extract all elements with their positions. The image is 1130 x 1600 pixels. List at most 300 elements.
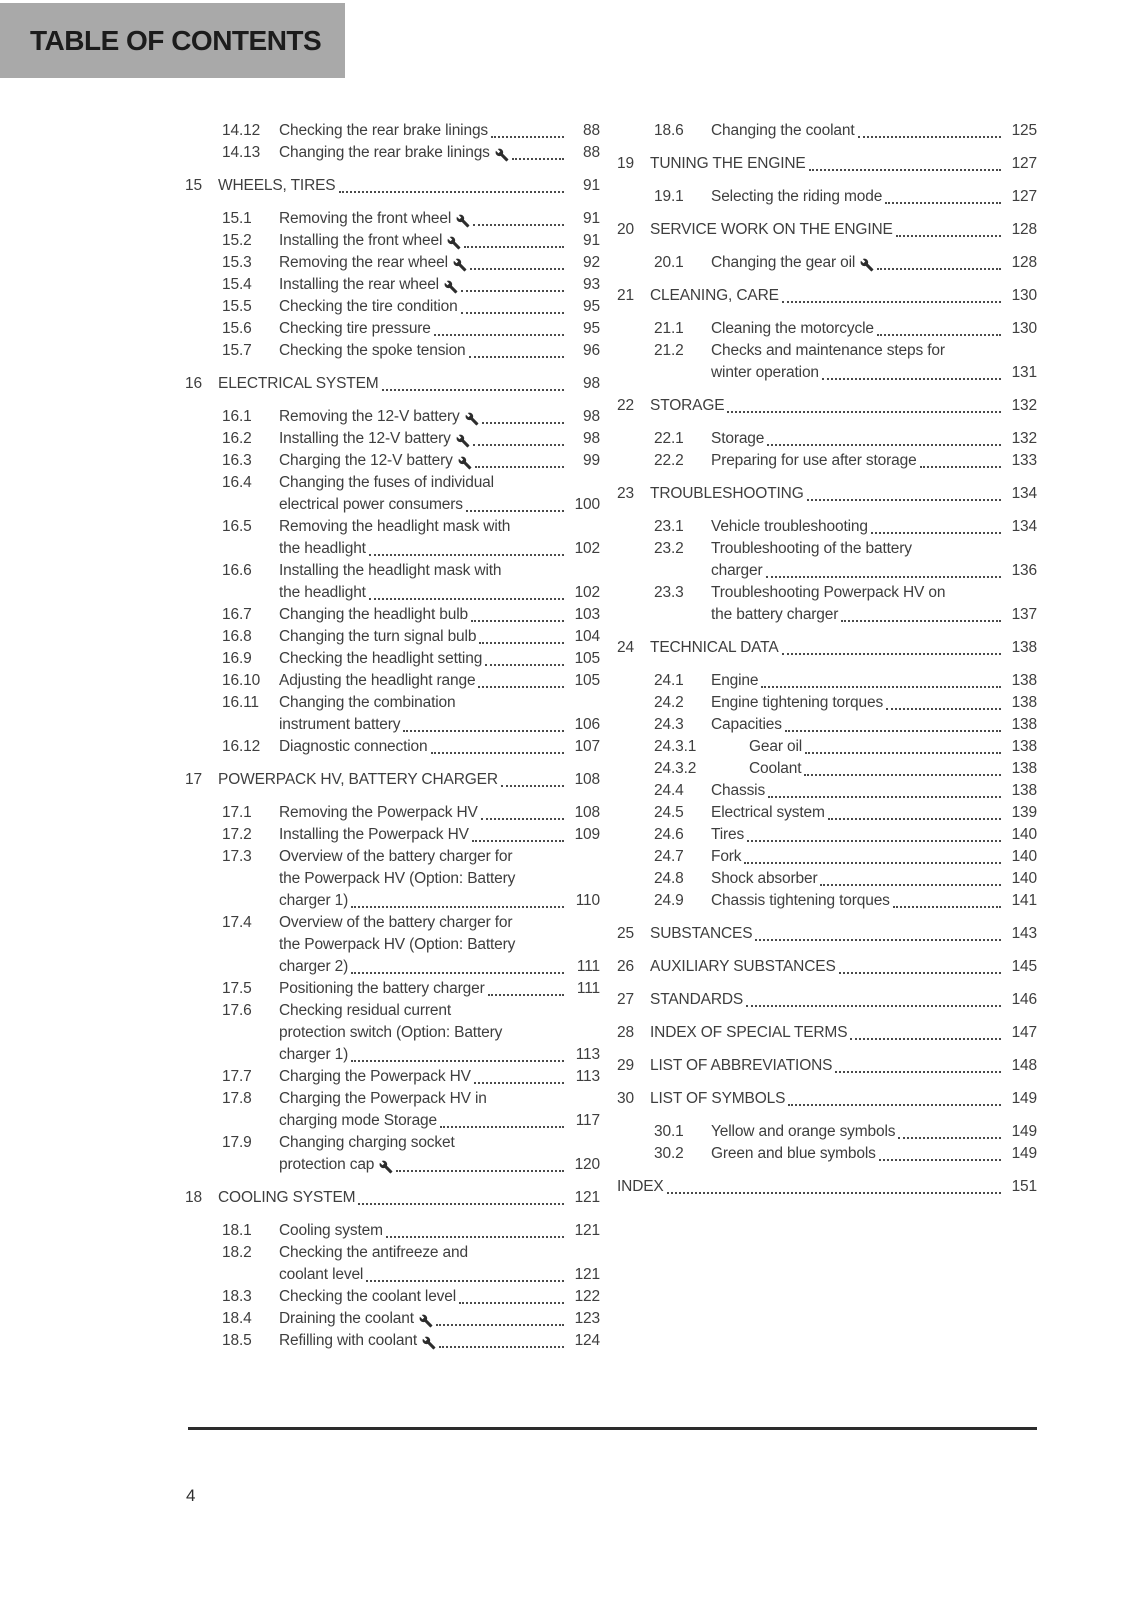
entry-page: 133 (1011, 452, 1037, 469)
entry-number: 24.6 (654, 826, 684, 843)
toc-line (617, 1121, 1037, 1143)
entry-title: AUXILIARY SUBSTANCES (650, 958, 836, 975)
dot-leader (820, 884, 1001, 886)
dot-leader (807, 499, 1001, 501)
entry-page: 108 (574, 804, 600, 821)
entry-page: 98 (583, 408, 600, 425)
toc-line (617, 846, 1037, 868)
dot-leader (464, 246, 564, 248)
dot-leader (431, 752, 565, 754)
toc-line (185, 1187, 600, 1209)
entry-page: 111 (576, 958, 600, 975)
toc-entry-30.2 (617, 1143, 1037, 1165)
toc-entry-18.5 (185, 1330, 600, 1352)
entry-number: 24.3.2 (654, 760, 697, 777)
entry-title: Shock absorber (711, 870, 818, 887)
entry-page: 138 (1011, 760, 1037, 777)
entry-title: SUBSTANCES (650, 925, 753, 942)
toc-entry-18.6 (617, 120, 1037, 142)
entry-title: the battery charger (711, 606, 839, 623)
entry-page: 121 (574, 1222, 600, 1239)
toc-line (617, 868, 1037, 890)
entry-number: 24.7 (654, 848, 684, 865)
entry-title: Installing the front wheel (279, 232, 443, 249)
dot-leader (809, 169, 1001, 171)
dot-leader (747, 840, 1001, 842)
toc-line (617, 153, 1037, 175)
entry-number: 20.1 (654, 254, 684, 271)
toc-line (617, 989, 1037, 1011)
toc-entry-29 (617, 1055, 1037, 1077)
entry-page: 92 (583, 254, 600, 271)
entry-title: Installing the 12-V battery (279, 430, 451, 447)
entry-page: 143 (1011, 925, 1037, 942)
entry-page: 109 (574, 826, 600, 843)
toc-line (185, 1286, 600, 1308)
entry-title: Troubleshooting of the battery (711, 540, 912, 557)
entry-title: LIST OF SYMBOLS (650, 1090, 786, 1107)
entry-page: 105 (574, 650, 600, 667)
toc-entry-14.13 (185, 142, 600, 164)
entry-number: 17.2 (222, 826, 252, 843)
dot-leader (850, 1038, 1001, 1040)
toc-line (185, 626, 600, 648)
toc-entry-21 (617, 285, 1037, 307)
toc-line (185, 846, 600, 868)
toc-entry-15.3 (185, 252, 600, 274)
entry-page: 128 (1011, 221, 1037, 238)
entry-page: 88 (583, 122, 600, 139)
entry-title: LIST OF ABBREVIATIONS (650, 1057, 833, 1074)
toc-entry-22.2 (617, 450, 1037, 472)
entry-title: Installing the Powerpack HV (279, 826, 469, 843)
entry-number: 18.4 (222, 1310, 252, 1327)
entry-page: 132 (1011, 397, 1037, 414)
entry-number: 23.1 (654, 518, 684, 535)
toc-line (617, 285, 1037, 307)
entry-number: 18.1 (222, 1222, 252, 1239)
dot-leader (470, 268, 564, 270)
dot-leader (782, 301, 1001, 303)
dot-leader (886, 708, 1001, 710)
toc-entry-17.2 (185, 824, 600, 846)
dot-leader (898, 1137, 1001, 1139)
entry-page: 99 (583, 452, 600, 469)
toc-line (185, 604, 600, 626)
entry-page: 98 (583, 375, 600, 392)
entry-title: protection cap (279, 1156, 375, 1173)
toc-line (617, 395, 1037, 417)
entry-page: 111 (576, 980, 600, 997)
entry-title: Tires (711, 826, 745, 843)
dot-leader (478, 686, 564, 688)
entry-title: Draining the coolant (279, 1310, 414, 1327)
entry-number: 16.4 (222, 474, 252, 491)
entry-number: 24 (617, 639, 634, 656)
entry-page: 137 (1011, 606, 1037, 623)
toc-entry-23.2 (617, 538, 1037, 582)
toc-entry-24.1 (617, 670, 1037, 692)
entry-number: 30 (617, 1090, 634, 1107)
dot-leader (472, 840, 564, 842)
entry-number: 22.2 (654, 452, 684, 469)
entry-title: INDEX (617, 1178, 664, 1195)
dot-leader (491, 136, 564, 138)
entry-number: 23 (617, 485, 634, 502)
dot-leader (473, 224, 564, 226)
toc-entry-20.1 (617, 252, 1037, 274)
entry-number: 23.3 (654, 584, 684, 601)
entry-title: the Powerpack HV (Option: Battery (279, 936, 516, 953)
toc-entry-17.9 (185, 1132, 600, 1176)
toc-entry-26 (617, 956, 1037, 978)
dot-leader (667, 1192, 1001, 1194)
entry-number: 16.5 (222, 518, 252, 535)
entry-number: 30.1 (654, 1123, 684, 1140)
toc-line (617, 362, 1037, 384)
toc-entry-17 (185, 769, 600, 791)
toc-entry-15.4 (185, 274, 600, 296)
toc-line (185, 1000, 600, 1022)
entry-title: Removing the 12-V battery (279, 408, 460, 425)
entry-title: TUNING THE ENGINE (650, 155, 806, 172)
entry-page: 91 (583, 210, 600, 227)
entry-number: 16.7 (222, 606, 252, 623)
entry-number: 24.4 (654, 782, 684, 799)
entry-page: 98 (583, 430, 600, 447)
toc-entry-23.1 (617, 516, 1037, 538)
entry-page: 149 (1011, 1090, 1037, 1107)
toc-line (185, 494, 600, 516)
entry-number: 19.1 (654, 188, 684, 205)
entry-number: 17.1 (222, 804, 252, 821)
toc-entry-24.2 (617, 692, 1037, 714)
dot-leader (804, 774, 1001, 776)
entry-title: Charging the Powerpack HV (279, 1068, 471, 1085)
footer-rule (188, 1427, 1037, 1430)
entry-page: 139 (1011, 804, 1037, 821)
toc-line (617, 516, 1037, 538)
dot-leader (481, 818, 564, 820)
toc-line (185, 890, 600, 912)
toc-line (617, 186, 1037, 208)
entry-page: 138 (1011, 694, 1037, 711)
toc-entry-15.6 (185, 318, 600, 340)
entry-title: Installing the headlight mask with (279, 562, 502, 579)
toc-line (185, 142, 600, 164)
dot-leader (746, 1005, 1001, 1007)
entry-number: 19 (617, 155, 634, 172)
toc-entry-17.8 (185, 1088, 600, 1132)
toc-entry-17.5 (185, 978, 600, 1000)
toc-entry-15.7 (185, 340, 600, 362)
entry-title: Changing the headlight bulb (279, 606, 468, 623)
entry-number: 24.2 (654, 694, 684, 711)
toc-line (617, 758, 1037, 780)
dot-leader (474, 1082, 564, 1084)
toc-entry-23 (617, 483, 1037, 505)
toc-line (185, 648, 600, 670)
entry-title: Diagnostic connection (279, 738, 428, 755)
dot-leader (471, 620, 564, 622)
entry-title: Electrical system (711, 804, 825, 821)
entry-number: 16.11 (222, 694, 259, 711)
dot-leader (879, 1159, 1001, 1161)
toc-entry-16.6 (185, 560, 600, 604)
dot-leader (768, 796, 1001, 798)
toc-entry-18 (185, 1187, 600, 1209)
toc-line (185, 472, 600, 494)
toc-line (617, 340, 1037, 362)
entry-title: Fork (711, 848, 742, 865)
toc-line (185, 120, 600, 142)
dot-leader (828, 818, 1001, 820)
toc-entry-18.2 (185, 1242, 600, 1286)
entry-title: Changing charging socket (279, 1134, 455, 1151)
toc-entry-16.4 (185, 472, 600, 516)
wrench-icon (444, 280, 458, 294)
entry-title: charging mode Storage (279, 1112, 437, 1129)
entry-page: 138 (1011, 672, 1037, 689)
entry-page: 105 (574, 672, 600, 689)
toc-line (185, 802, 600, 824)
entry-number: 14.13 (222, 144, 261, 161)
toc-entry-24.3.1 (617, 736, 1037, 758)
entry-page: 103 (574, 606, 600, 623)
toc-line (617, 219, 1037, 241)
toc-line (617, 637, 1037, 659)
entry-page: 102 (574, 584, 600, 601)
entry-page: 95 (583, 298, 600, 315)
entry-title: Chassis tightening torques (711, 892, 890, 909)
dot-leader (436, 1324, 564, 1326)
wrench-icon (419, 1314, 433, 1328)
toc-entry-16.11 (185, 692, 600, 736)
toc-entry-24.6 (617, 824, 1037, 846)
table-of-contents (185, 120, 1037, 1352)
entry-title: Yellow and orange symbols (711, 1123, 896, 1140)
entry-title: Preparing for use after storage (711, 452, 917, 469)
toc-line (617, 483, 1037, 505)
entry-number: 24.9 (654, 892, 684, 909)
entry-page: 95 (583, 320, 600, 337)
entry-number: 21 (617, 287, 634, 304)
dot-leader (761, 686, 1001, 688)
dot-leader (877, 334, 1001, 336)
entry-title: CLEANING, CARE (650, 287, 779, 304)
dot-leader (482, 422, 564, 424)
entry-page: 121 (574, 1189, 600, 1206)
toc-line (617, 1022, 1037, 1044)
toc-line (185, 1264, 600, 1286)
entry-title: Checking the tire condition (279, 298, 458, 315)
entry-page: 138 (1011, 782, 1037, 799)
entry-title: the headlight (279, 584, 366, 601)
dot-leader (475, 466, 564, 468)
entry-number: 17.8 (222, 1090, 252, 1107)
entry-number: 16 (185, 375, 202, 392)
entry-title: Removing the headlight mask with (279, 518, 511, 535)
entry-title: Changing the turn signal bulb (279, 628, 477, 645)
toc-line (185, 1110, 600, 1132)
entry-page: 88 (583, 144, 600, 161)
entry-number: 17.6 (222, 1002, 252, 1019)
entry-number: 15.4 (222, 276, 252, 293)
entry-number: 16.9 (222, 650, 252, 667)
entry-number: 24.8 (654, 870, 684, 887)
entry-page: 145 (1011, 958, 1037, 975)
dot-leader (896, 235, 1001, 237)
entry-number: 24.3.1 (654, 738, 697, 755)
entry-number: 22.1 (654, 430, 684, 447)
entry-number: 28 (617, 1024, 634, 1041)
entry-title: Storage (711, 430, 765, 447)
entry-title: INDEX OF SPECIAL TERMS (650, 1024, 848, 1041)
entry-number: 15.3 (222, 254, 252, 271)
entry-number: 18 (185, 1189, 202, 1206)
entry-title: COOLING SYSTEM (218, 1189, 356, 1206)
entry-title: Coolant (749, 760, 802, 777)
entry-number: 15.7 (222, 342, 252, 359)
entry-title: Checking the spoke tension (279, 342, 466, 359)
entry-title: Cooling system (279, 1222, 383, 1239)
toc-line (185, 692, 600, 714)
toc-line (617, 1088, 1037, 1110)
entry-page: 120 (574, 1156, 600, 1173)
toc-entry-16.9 (185, 648, 600, 670)
entry-number: 18.2 (222, 1244, 252, 1261)
dot-leader (369, 598, 564, 600)
entry-title: instrument battery (279, 716, 401, 733)
entry-page: 113 (575, 1046, 600, 1063)
toc-line (185, 1242, 600, 1264)
toc-entry-24.7 (617, 846, 1037, 868)
entry-number: 29 (617, 1057, 634, 1074)
entry-number: 17.4 (222, 914, 252, 931)
dot-leader (369, 554, 564, 556)
dot-leader (351, 972, 564, 974)
toc-line (617, 956, 1037, 978)
toc-entry-25 (617, 923, 1037, 945)
entry-title: Engine (711, 672, 759, 689)
dot-leader (920, 466, 1001, 468)
toc-line (185, 769, 600, 791)
toc-entry-21.1 (617, 318, 1037, 340)
toc-entry-21.2 (617, 340, 1037, 384)
entry-page: 147 (1011, 1024, 1037, 1041)
dot-leader (885, 202, 1001, 204)
entry-title: coolant level (279, 1266, 364, 1283)
toc-line (185, 373, 600, 395)
toc-entry-18.3 (185, 1286, 600, 1308)
dot-leader (501, 785, 564, 787)
entry-page: 140 (1011, 848, 1037, 865)
toc-line (617, 1143, 1037, 1165)
toc-line (185, 516, 600, 538)
dot-leader (366, 1280, 564, 1282)
dot-leader (479, 642, 564, 644)
entry-title: Engine tightening torques (711, 694, 884, 711)
entry-page: 110 (575, 892, 600, 909)
entry-title: TECHNICAL DATA (650, 639, 779, 656)
dot-leader (459, 1302, 564, 1304)
dot-leader (386, 1236, 564, 1238)
entry-title: POWERPACK HV, BATTERY CHARGER (218, 771, 498, 788)
entry-page: 132 (1011, 430, 1037, 447)
dot-leader (461, 290, 564, 292)
toc-line (185, 670, 600, 692)
entry-page: 148 (1011, 1057, 1037, 1074)
entry-title: Removing the rear wheel (279, 254, 448, 271)
entry-number: 18.3 (222, 1288, 252, 1305)
entry-title: STORAGE (650, 397, 725, 414)
entry-number: 15.2 (222, 232, 252, 249)
toc-line (185, 1308, 600, 1330)
toc-line (617, 736, 1037, 758)
entry-page: 106 (574, 716, 600, 733)
toc-entry-20 (617, 219, 1037, 241)
page-number: 4 (186, 1486, 196, 1505)
toc-line (185, 428, 600, 450)
toc-entry-18.4 (185, 1308, 600, 1330)
entry-page: 117 (575, 1112, 600, 1129)
toc-line (185, 208, 600, 230)
wrench-icon (860, 258, 874, 272)
entry-page: 141 (1011, 892, 1037, 909)
toc-entry-24.4 (617, 780, 1037, 802)
entry-title: charger 1) (279, 892, 349, 909)
toc-entry-16.8 (185, 626, 600, 648)
toc-entry-15.1 (185, 208, 600, 230)
entry-number: 16.2 (222, 430, 252, 447)
entry-title: Changing the rear brake linings (279, 144, 490, 161)
toc-line (617, 923, 1037, 945)
entry-page: 102 (574, 540, 600, 557)
entry-title: Changing the combination (279, 694, 456, 711)
entry-page: 127 (1011, 155, 1037, 172)
entry-title: Cleaning the motorcycle (711, 320, 874, 337)
entry-title: Changing the fuses of individual (279, 474, 494, 491)
dot-leader (871, 532, 1001, 534)
entry-page: 108 (574, 771, 600, 788)
entry-page: 140 (1011, 870, 1037, 887)
toc-entry-17.4 (185, 912, 600, 978)
entry-page: 100 (574, 496, 600, 513)
dot-leader (358, 1203, 564, 1205)
entry-title: ELECTRICAL SYSTEM (218, 375, 379, 392)
entry-number: 17 (185, 771, 202, 788)
entry-number: 15.5 (222, 298, 252, 315)
toc-line (185, 406, 600, 428)
toc-line (185, 230, 600, 252)
toc-line (185, 1044, 600, 1066)
entry-title: Checking the antifreeze and (279, 1244, 468, 1261)
entry-page: 130 (1011, 320, 1037, 337)
toc-line (617, 670, 1037, 692)
entry-title: Checking the headlight setting (279, 650, 483, 667)
toc-line (617, 582, 1037, 604)
dot-leader (485, 664, 564, 666)
entry-title: Chassis (711, 782, 766, 799)
toc-line (185, 956, 600, 978)
toc-line (185, 1154, 600, 1176)
dot-leader (858, 136, 1001, 138)
wrench-icon (379, 1160, 393, 1174)
toc-line (185, 978, 600, 1000)
entry-title: Changing the coolant (711, 122, 855, 139)
entry-title: Troubleshooting Powerpack HV on (711, 584, 946, 601)
toc-entry-16.1 (185, 406, 600, 428)
